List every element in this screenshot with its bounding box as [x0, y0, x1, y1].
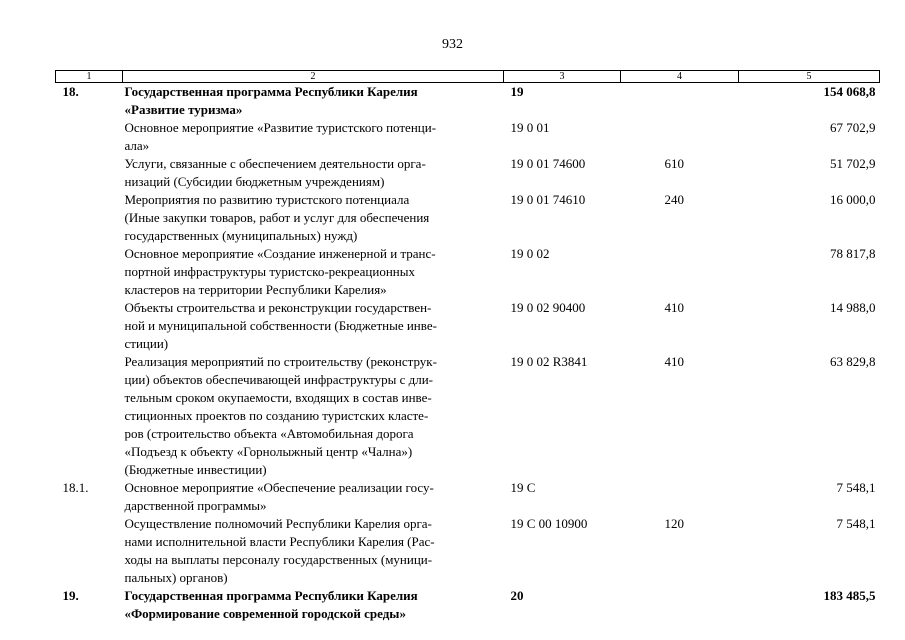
- description-line: (Иные закупки товаров, работ и услуг для обеспечения: [124, 210, 430, 225]
- table-row: [56, 353, 880, 479]
- row-description: [123, 299, 504, 353]
- amount: 51 702,9: [830, 156, 876, 171]
- description-line: стиции): [124, 336, 169, 351]
- row-description: [123, 479, 504, 515]
- description-line: Основное мероприятие «Обеспечение реализации госу-: [124, 480, 434, 495]
- table-row: [56, 155, 880, 191]
- description-line: Объекты строительства и реконструкции государствен-: [124, 300, 432, 315]
- row-number: [56, 245, 123, 299]
- target-article-code: 19 0 01 74600: [510, 156, 586, 171]
- budget-table: [55, 70, 880, 623]
- table-row: [56, 191, 880, 245]
- description-line: дарственной программы»: [124, 498, 267, 513]
- description-line: Мероприятия по развитию туристского потенциала: [124, 192, 410, 207]
- row-number: [56, 119, 123, 155]
- target-article-code: 20: [510, 588, 524, 603]
- expense-type-code: [621, 587, 739, 623]
- row-number: [56, 515, 123, 587]
- expense-type-code: 610: [664, 156, 684, 171]
- column-number: 3: [504, 71, 621, 83]
- description-line: Государственная программа Республики Карелия: [124, 588, 418, 603]
- description-line: государственных (муниципальных) нужд): [124, 228, 358, 243]
- description-line: ции) объектов обеспечивающей инфраструктуры с дли-: [124, 372, 434, 387]
- description-line: нами исполнительной власти Республики Карелия (Рас-: [124, 534, 435, 549]
- column-number: 1: [56, 71, 123, 83]
- row-description: [123, 587, 504, 623]
- amount: 78 817,8: [830, 246, 876, 261]
- table-body: [56, 83, 880, 624]
- row-number: 18.: [62, 84, 79, 99]
- row-description: [123, 83, 504, 120]
- target-article-code: 19 0 01: [510, 120, 550, 135]
- description-line: (Бюджетные инвестиции): [124, 462, 267, 477]
- amount: 154 068,8: [823, 84, 876, 99]
- expense-type-code: [621, 479, 739, 515]
- column-number-row: [56, 71, 880, 83]
- expense-type-code: 410: [664, 300, 684, 315]
- description-line: «Формирование современной городской среды»: [124, 606, 406, 621]
- row-description: [123, 353, 504, 479]
- description-line: Услуги, связанные с обеспечением деятельности орга-: [124, 156, 426, 171]
- row-number: [56, 299, 123, 353]
- table-row: [56, 587, 880, 623]
- description-line: тельным сроком окупаемости, входящих в состав инве-: [124, 390, 432, 405]
- description-line: ходы на выплаты персоналу государственных (муници-: [124, 552, 433, 567]
- row-number: 18.1.: [62, 480, 89, 495]
- row-description: [123, 515, 504, 587]
- amount: 7 548,1: [836, 516, 876, 531]
- description-line: Осуществление полномочий Республики Карелия орга-: [124, 516, 432, 531]
- description-line: Основное мероприятие «Создание инженерной и транс-: [124, 246, 436, 261]
- description-line: ной и муниципальной собственности (Бюджетные инве-: [124, 318, 437, 333]
- description-line: низаций (Субсидии бюджетным учреждениям): [124, 174, 385, 189]
- expense-type-code: 120: [664, 516, 684, 531]
- description-line: «Развитие туризма»: [124, 102, 243, 117]
- expense-type-code: [621, 83, 739, 120]
- table-row: [56, 83, 880, 120]
- expense-type-code: 410: [664, 354, 684, 369]
- page-number: 932: [442, 37, 463, 52]
- description-line: портной инфраструктуры туристско-рекреационных: [124, 264, 415, 279]
- amount: 67 702,9: [830, 120, 876, 135]
- amount: 7 548,1: [836, 480, 876, 495]
- description-line: пальных) органов): [124, 570, 228, 585]
- amount: 14 988,0: [830, 300, 876, 315]
- target-article-code: 19: [510, 84, 524, 99]
- table-row: [56, 479, 880, 515]
- column-number: 4: [621, 71, 739, 83]
- table-row: [56, 119, 880, 155]
- expense-type-code: [621, 245, 739, 299]
- description-line: Государственная программа Республики Карелия: [124, 84, 418, 99]
- description-line: ала»: [124, 138, 150, 153]
- amount: 16 000,0: [830, 192, 876, 207]
- description-line: «Подъезд к объекту «Горнолыжный центр «Чална»): [124, 444, 413, 459]
- description-line: стиционных проектов по созданию туристских кластe-: [124, 408, 429, 423]
- row-description: [123, 245, 504, 299]
- target-article-code: 19 0 02: [510, 246, 550, 261]
- target-article-code: 19 С 00 10900: [510, 516, 588, 531]
- table-row: [56, 245, 880, 299]
- row-number: 19.: [62, 588, 79, 603]
- row-number: [56, 191, 123, 245]
- description-line: Реализация мероприятий по строительству (реконструк-: [124, 354, 437, 369]
- description-line: кластеров на территории Республики Карелия»: [124, 282, 387, 297]
- row-number: [56, 155, 123, 191]
- column-number: 5: [739, 71, 880, 83]
- table-header: [56, 71, 880, 83]
- expense-type-code: 240: [664, 192, 684, 207]
- amount: 183 485,5: [823, 588, 876, 603]
- amount: 63 829,8: [830, 354, 876, 369]
- target-article-code: 19 0 01 74610: [510, 192, 586, 207]
- target-article-code: 19 0 02 R3841: [510, 354, 588, 369]
- row-description: [123, 155, 504, 191]
- expense-type-code: [621, 119, 739, 155]
- table-row: [56, 299, 880, 353]
- column-number: 2: [123, 71, 504, 83]
- description-line: ров (строительство объекта «Автомобильная дорога: [124, 426, 414, 441]
- row-description: [123, 119, 504, 155]
- description-line: Основное мероприятие «Развитие туристского потенци-: [124, 120, 437, 135]
- table-row: [56, 515, 880, 587]
- row-description: [123, 191, 504, 245]
- target-article-code: 19 С: [510, 480, 536, 495]
- target-article-code: 19 0 02 90400: [510, 300, 586, 315]
- row-number: [56, 353, 123, 479]
